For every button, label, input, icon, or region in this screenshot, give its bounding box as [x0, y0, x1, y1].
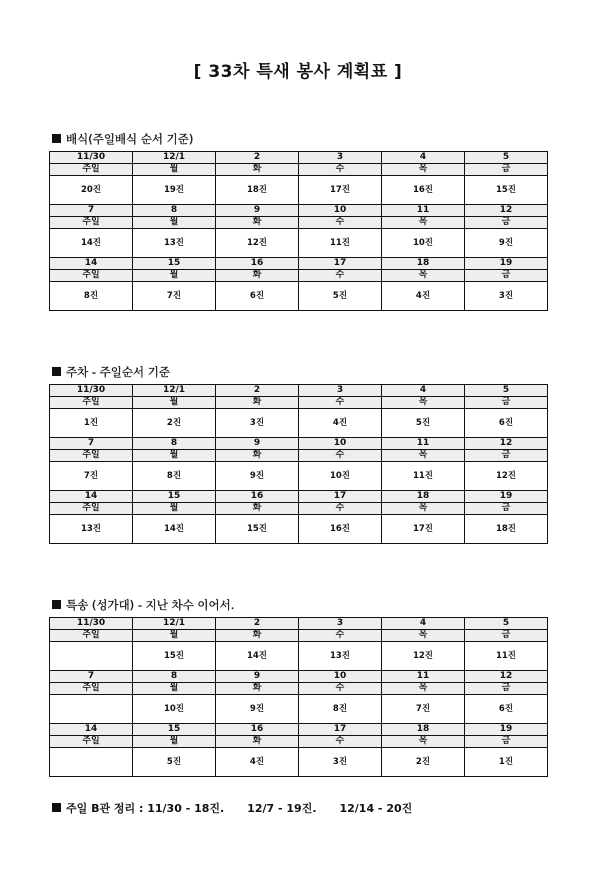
date-cell: 2 — [216, 385, 299, 397]
day-cell: 수 — [299, 397, 382, 409]
assignment-cell: 9진 — [465, 229, 548, 258]
date-cell: 9 — [216, 205, 299, 217]
assignment-cell: 20진 — [50, 176, 133, 205]
square-bullet-icon — [52, 367, 61, 376]
date-cell: 5 — [465, 152, 548, 164]
day-row — [50, 503, 548, 515]
date-row — [50, 671, 548, 683]
assignment-cell: 15진 — [465, 176, 548, 205]
assignment-cell: 15진 — [133, 642, 216, 671]
assignment-cell: 9진 — [216, 695, 299, 724]
date-cell: 14 — [50, 258, 133, 270]
date-cell: 19 — [465, 491, 548, 503]
date-cell: 11/30 — [50, 618, 133, 630]
date-cell: 4 — [382, 618, 465, 630]
section-heading-special-song — [52, 597, 234, 613]
assignment-cell: 5진 — [299, 282, 382, 311]
date-cell: 5 — [465, 618, 548, 630]
day-cell: 화 — [216, 630, 299, 642]
day-cell: 주일 — [50, 503, 133, 515]
date-cell: 14 — [50, 724, 133, 736]
assignment-cell: 6진 — [216, 282, 299, 311]
date-cell: 4 — [382, 385, 465, 397]
day-cell: 목 — [382, 450, 465, 462]
day-cell: 화 — [216, 217, 299, 229]
day-cell: 주일 — [50, 164, 133, 176]
assignment-cell: 19진 — [133, 176, 216, 205]
section-heading-text: 특송 (성가대) - 지난 차수 이어서. — [66, 598, 235, 612]
day-cell: 화 — [216, 397, 299, 409]
footer-note-text: 주일 B관 정리 : 11/30 - 18진. 12/7 - 19진. 12/14 - 20진 — [66, 802, 413, 815]
date-cell: 12 — [465, 438, 548, 450]
assignment-cell: 11진 — [382, 462, 465, 491]
assignment-row — [50, 409, 548, 438]
day-cell: 목 — [382, 503, 465, 515]
assignment-cell: 8진 — [133, 462, 216, 491]
day-cell: 화 — [216, 270, 299, 282]
square-bullet-icon — [52, 600, 61, 609]
day-cell: 화 — [216, 164, 299, 176]
date-cell: 2 — [216, 618, 299, 630]
date-row — [50, 205, 548, 217]
assignment-cell: 8진 — [50, 282, 133, 311]
day-cell: 목 — [382, 397, 465, 409]
date-cell: 8 — [133, 671, 216, 683]
date-cell: 7 — [50, 671, 133, 683]
day-cell: 주일 — [50, 217, 133, 229]
date-cell: 3 — [299, 618, 382, 630]
date-cell: 19 — [465, 258, 548, 270]
assignment-cell: 12진 — [465, 462, 548, 491]
assignment-cell: 8진 — [299, 695, 382, 724]
day-row — [50, 217, 548, 229]
day-cell: 금 — [465, 397, 548, 409]
date-cell: 15 — [133, 491, 216, 503]
day-cell: 화 — [216, 503, 299, 515]
assignment-cell: 15진 — [216, 515, 299, 544]
day-cell: 월 — [133, 630, 216, 642]
date-cell: 3 — [299, 152, 382, 164]
date-cell: 11 — [382, 671, 465, 683]
date-cell: 9 — [216, 671, 299, 683]
date-cell: 10 — [299, 205, 382, 217]
section-heading-serving — [52, 131, 193, 147]
assignment-row — [50, 695, 548, 724]
assignment-cell: 16진 — [382, 176, 465, 205]
date-cell: 18 — [382, 491, 465, 503]
day-cell: 주일 — [50, 450, 133, 462]
assignment-cell: 13진 — [299, 642, 382, 671]
assignment-cell-empty — [50, 748, 133, 777]
day-cell: 화 — [216, 736, 299, 748]
date-cell: 15 — [133, 258, 216, 270]
assignment-cell: 6진 — [465, 409, 548, 438]
date-cell: 8 — [133, 438, 216, 450]
date-row — [50, 385, 548, 397]
assignment-row — [50, 748, 548, 777]
day-cell: 금 — [465, 164, 548, 176]
date-cell: 16 — [216, 258, 299, 270]
date-cell: 11 — [382, 205, 465, 217]
date-cell: 3 — [299, 385, 382, 397]
day-cell: 수 — [299, 630, 382, 642]
assignment-cell: 1진 — [50, 409, 133, 438]
day-cell: 수 — [299, 270, 382, 282]
day-cell: 목 — [382, 270, 465, 282]
day-cell: 목 — [382, 736, 465, 748]
assignment-cell: 2진 — [133, 409, 216, 438]
day-cell: 수 — [299, 503, 382, 515]
date-cell: 12 — [465, 205, 548, 217]
date-cell: 18 — [382, 258, 465, 270]
assignment-cell: 13진 — [133, 229, 216, 258]
day-cell: 목 — [382, 683, 465, 695]
assignment-cell: 18진 — [216, 176, 299, 205]
day-cell: 월 — [133, 736, 216, 748]
assignment-cell: 14진 — [50, 229, 133, 258]
day-cell: 금 — [465, 450, 548, 462]
day-cell: 목 — [382, 630, 465, 642]
assignment-cell: 7진 — [382, 695, 465, 724]
day-row — [50, 270, 548, 282]
day-cell: 월 — [133, 450, 216, 462]
assignment-cell: 4진 — [299, 409, 382, 438]
assignment-row — [50, 515, 548, 544]
day-cell: 주일 — [50, 397, 133, 409]
date-row — [50, 152, 548, 164]
day-cell: 수 — [299, 683, 382, 695]
day-row — [50, 164, 548, 176]
assignment-cell: 11진 — [299, 229, 382, 258]
date-cell: 10 — [299, 438, 382, 450]
assignment-row — [50, 462, 548, 491]
assignment-cell: 18진 — [465, 515, 548, 544]
day-cell: 주일 — [50, 683, 133, 695]
footer-note — [52, 800, 412, 816]
day-cell: 수 — [299, 736, 382, 748]
assignment-cell: 11진 — [465, 642, 548, 671]
assignment-row — [50, 176, 548, 205]
assignment-cell: 4진 — [382, 282, 465, 311]
assignment-cell: 10진 — [299, 462, 382, 491]
day-row — [50, 450, 548, 462]
schedule-table-special-song — [49, 617, 548, 777]
date-cell: 7 — [50, 205, 133, 217]
day-cell: 금 — [465, 683, 548, 695]
date-row — [50, 491, 548, 503]
date-cell: 17 — [299, 258, 382, 270]
day-cell: 수 — [299, 164, 382, 176]
assignment-cell: 3진 — [299, 748, 382, 777]
assignment-cell: 17진 — [382, 515, 465, 544]
assignment-cell: 7진 — [133, 282, 216, 311]
date-cell: 16 — [216, 491, 299, 503]
day-cell: 월 — [133, 503, 216, 515]
assignment-cell: 10진 — [133, 695, 216, 724]
day-cell: 주일 — [50, 270, 133, 282]
day-cell: 수 — [299, 217, 382, 229]
date-row — [50, 438, 548, 450]
date-cell: 18 — [382, 724, 465, 736]
day-cell: 주일 — [50, 736, 133, 748]
day-cell: 목 — [382, 164, 465, 176]
assignment-cell: 4진 — [216, 748, 299, 777]
assignment-cell: 16진 — [299, 515, 382, 544]
date-cell: 15 — [133, 724, 216, 736]
date-cell: 9 — [216, 438, 299, 450]
date-cell: 19 — [465, 724, 548, 736]
day-cell: 주일 — [50, 630, 133, 642]
day-row — [50, 683, 548, 695]
assignment-cell: 3진 — [216, 409, 299, 438]
assignment-cell: 17진 — [299, 176, 382, 205]
day-cell: 금 — [465, 270, 548, 282]
day-row — [50, 397, 548, 409]
date-cell: 7 — [50, 438, 133, 450]
date-cell: 4 — [382, 152, 465, 164]
assignment-cell: 5진 — [133, 748, 216, 777]
section-heading-text: 주차 - 주일순서 기준 — [66, 365, 170, 379]
date-cell: 11 — [382, 438, 465, 450]
schedule-table-parking — [49, 384, 548, 544]
date-cell: 16 — [216, 724, 299, 736]
day-cell: 월 — [133, 164, 216, 176]
date-row — [50, 724, 548, 736]
date-row — [50, 258, 548, 270]
date-cell: 17 — [299, 491, 382, 503]
square-bullet-icon — [52, 803, 61, 812]
assignment-cell: 7진 — [50, 462, 133, 491]
day-row — [50, 630, 548, 642]
date-cell: 11/30 — [50, 385, 133, 397]
date-cell: 12/1 — [133, 152, 216, 164]
assignment-cell: 9진 — [216, 462, 299, 491]
date-cell: 2 — [216, 152, 299, 164]
assignment-cell-empty — [50, 642, 133, 671]
day-cell: 목 — [382, 217, 465, 229]
assignment-cell: 10진 — [382, 229, 465, 258]
date-cell: 8 — [133, 205, 216, 217]
square-bullet-icon — [52, 134, 61, 143]
date-cell: 12/1 — [133, 618, 216, 630]
section-heading-parking — [52, 364, 170, 380]
day-row — [50, 736, 548, 748]
assignment-cell: 1진 — [465, 748, 548, 777]
date-cell: 5 — [465, 385, 548, 397]
assignment-row — [50, 282, 548, 311]
date-cell: 12/1 — [133, 385, 216, 397]
assignment-cell: 6진 — [465, 695, 548, 724]
day-cell: 금 — [465, 217, 548, 229]
day-cell: 금 — [465, 630, 548, 642]
assignment-cell: 14진 — [216, 642, 299, 671]
assignment-cell: 12진 — [382, 642, 465, 671]
assignment-cell-empty — [50, 695, 133, 724]
day-cell: 금 — [465, 736, 548, 748]
day-cell: 화 — [216, 683, 299, 695]
document-title: [ 33차 특새 봉사 계획표 ] — [193, 62, 403, 82]
assignment-cell: 13진 — [50, 515, 133, 544]
assignment-row — [50, 642, 548, 671]
section-heading-text: 배식(주일배식 순서 기준) — [66, 132, 194, 146]
schedule-table-serving — [49, 151, 548, 311]
date-row — [50, 618, 548, 630]
date-cell: 17 — [299, 724, 382, 736]
day-cell: 화 — [216, 450, 299, 462]
assignment-row — [50, 229, 548, 258]
day-cell: 월 — [133, 217, 216, 229]
date-cell: 14 — [50, 491, 133, 503]
day-cell: 금 — [465, 503, 548, 515]
date-cell: 12 — [465, 671, 548, 683]
day-cell: 월 — [133, 270, 216, 282]
day-cell: 수 — [299, 450, 382, 462]
assignment-cell: 5진 — [382, 409, 465, 438]
assignment-cell: 14진 — [133, 515, 216, 544]
assignment-cell: 2진 — [382, 748, 465, 777]
day-cell: 월 — [133, 683, 216, 695]
assignment-cell: 3진 — [465, 282, 548, 311]
date-cell: 11/30 — [50, 152, 133, 164]
date-cell: 10 — [299, 671, 382, 683]
assignment-cell: 12진 — [216, 229, 299, 258]
day-cell: 월 — [133, 397, 216, 409]
